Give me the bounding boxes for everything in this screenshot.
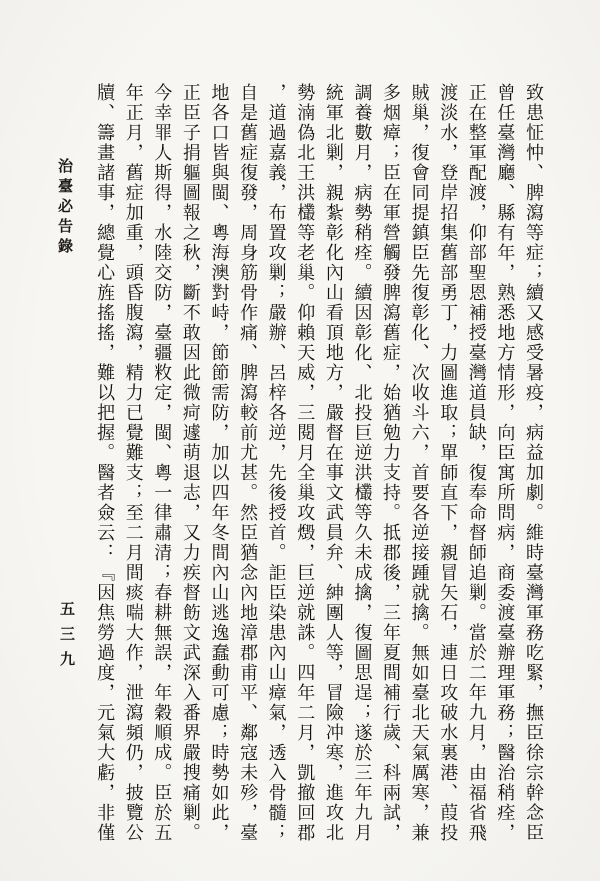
- book-title: 治臺必告錄: [56, 158, 74, 258]
- text-column: 今幸罪人斯得，水陸交防，臺疆敉定，閩、粵一律肅清；春耕無誤，年穀順成。臣於五: [151, 83, 173, 843]
- text-column: 渡淡水，登岸招集舊部勇丁，力圖進取；單師直下，親冒矢石，連日攻破水裏港、葭投: [437, 83, 459, 843]
- text-column: 統軍北剿，親紮彰化內山看頂地方，嚴督在事文武員弁、紳團人等，冒險冲寒，進攻北: [322, 83, 344, 843]
- text-column: 勢湳偽北王洪欉等老巢。仰賴天威，三閱月全巢攻燬，巨逆就誅。四年二月，凱撤回郡: [294, 83, 316, 843]
- text-column: 多烟瘴；臣在軍營觸發脾瀉舊症，始猶勉力支持。抵郡後，三年夏間補行歲、科兩試，: [380, 83, 402, 843]
- text-column: 牘、籌畫諸事，總覺心旌搖搖，難以把握。醫者僉云：『因焦勞過度，元氣大虧，非僅: [94, 83, 116, 843]
- text-column: 曾任臺灣廳、縣有年，熟悉地方情形，向臣寓所問病，商委渡臺辦理軍務；醫治稍痊，: [494, 83, 516, 843]
- page-number: 五三九: [58, 601, 76, 676]
- text-column: 正在整軍配渡，仰部聖恩補授臺灣道員缺，復奉命督師追剿。當於二年九月，由福省飛: [465, 83, 487, 843]
- text-column: 年正月，舊症加重，頭昏腹瀉，精力已覺難支；至二月間痰喘大作，泄瀉頻仍，披覽公: [122, 83, 144, 843]
- text-column: 致患怔忡、脾瀉等症；續又感受暑疫，病益加劇。維時臺灣軍務吃緊，撫臣徐宗幹念臣: [523, 83, 544, 843]
- text-column: ，道過嘉義，布置攻剿；嚴辦、呂梓各逆，先後授首。詎臣染患內山瘴氣，透入骨髓；: [265, 83, 287, 843]
- text-column: 正臣子捐軀圖報之秋，斷不敢因此微疴遽萌退志，又力疾督飭文武深入番界嚴搜痛剿。: [179, 83, 201, 843]
- main-text-block: [90, 83, 548, 845]
- text-column: 自是舊症復發，周身筋骨作痛、脾瀉較前尤甚。然臣猶念內地漳郡甫平、鄰寇未殄，臺: [237, 83, 259, 843]
- text-column: 地各口皆與閩、粵海澳對峙，節節需防，加以四年冬間內山逃逸蠢動可慮；時勢如此，: [208, 83, 230, 843]
- text-column: 賊巢，復會同提鎮臣先復彰化、次收斗六，首要各逆接踵就擒。無如臺北天氣厲寒，兼: [408, 83, 430, 843]
- text-column: 調養數月，病勢稍痊。續因彰化、北投巨逆洪欉等久未成擒，復圖思逞；遂於三年九月: [351, 83, 373, 843]
